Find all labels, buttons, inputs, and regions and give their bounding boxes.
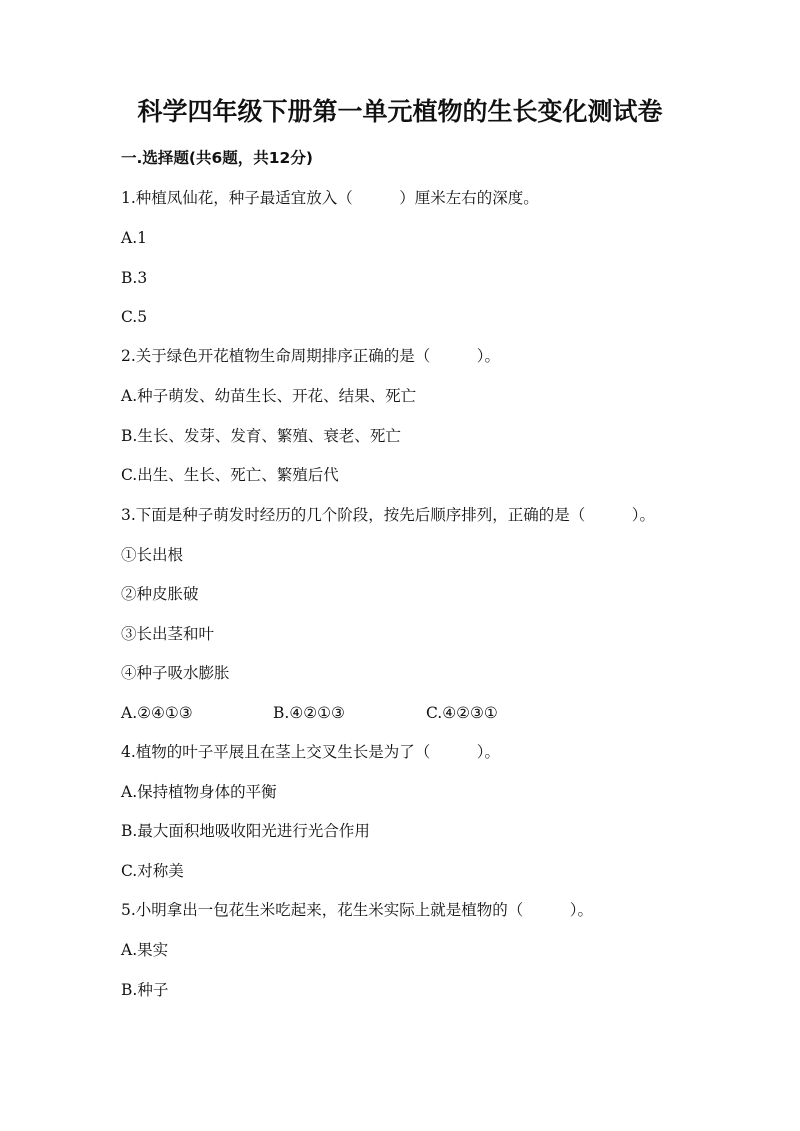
question-1-option-c: C.5 [121,308,148,326]
question-4-option-c: C.对称美 [121,862,184,880]
question-5-option-b: B.种子 [121,981,169,999]
question-5-stem: 5.小明拿出一包花生米吃起来，花生米实际上就是植物的（ ）。 [121,901,594,919]
question-2-option-b: B.生长、发芽、发育、繁殖、衰老、死亡 [121,427,401,445]
section-heading: 一.选择题(共6题，共12分) [121,149,313,167]
question-1-option-b: B.3 [121,269,148,287]
question-3-stage-4: ④种子吸水膨胀 [121,664,230,682]
question-4-option-b: B.最大面积地吸收阳光进行光合作用 [121,822,370,840]
question-3-stage-1: ①长出根 [121,546,184,564]
page-title: 科学四年级下册第一单元植物的生长变化测试卷 [137,97,663,126]
question-4-option-a: A.保持植物身体的平衡 [121,783,277,801]
question-3-option-a: A.②④①③ [121,704,193,722]
question-3-option-c: C.④②③① [426,704,498,722]
question-4-stem: 4.植物的叶子平展且在茎上交叉生长是为了（ ）。 [121,743,501,761]
question-2-option-a: A.种子萌发、幼苗生长、开花、结果、死亡 [121,387,417,405]
question-3-stage-3: ③长出茎和叶 [121,625,215,643]
question-3-stem: 3.下面是种子萌发时经历的几个阶段，按先后顺序排列，正确的是（ ）。 [121,506,656,524]
question-2-option-c: C.出生、生长、死亡、繁殖后代 [121,466,339,484]
question-5-option-a: A.果实 [121,941,169,959]
question-1-stem: 1.种植凤仙花，种子最适宜放入（ ）厘米左右的深度。 [121,189,539,207]
question-1-option-a: A.1 [121,229,147,247]
question-3-option-b: B.④②①③ [273,704,345,722]
question-3-stage-2: ②种皮胀破 [121,585,199,603]
question-2-stem: 2.关于绿色开花植物生命周期排序正确的是（ ）。 [121,347,501,365]
